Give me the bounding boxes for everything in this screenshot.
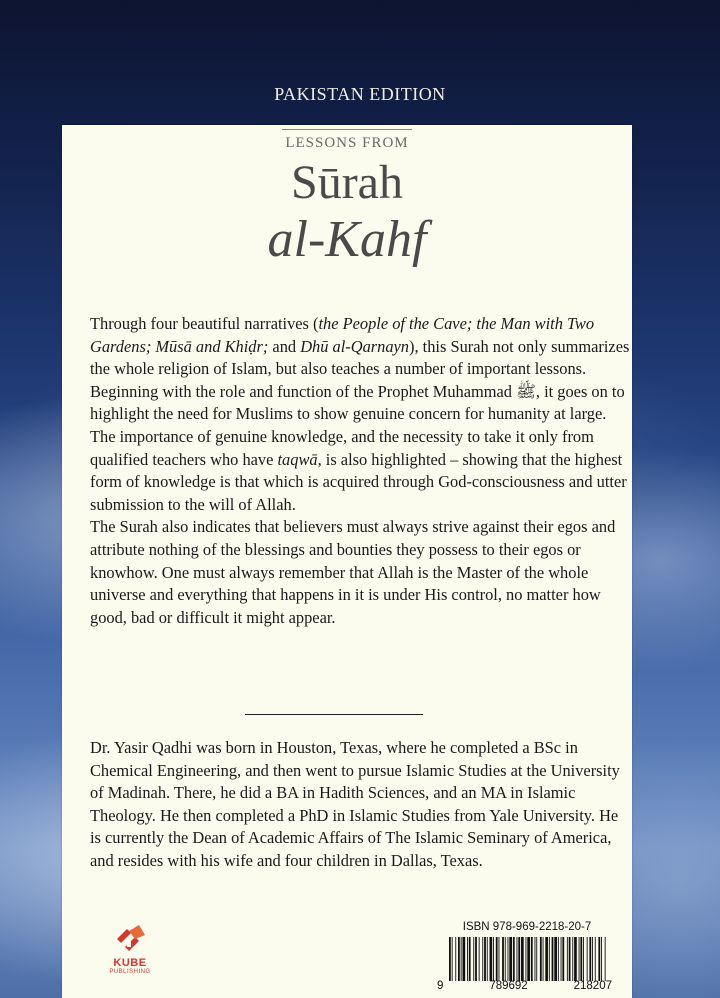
- barcode-bar: [561, 937, 562, 981]
- blurb-italic: Dhū al-Qarnayn: [300, 336, 410, 356]
- barcode-digits: [437, 980, 612, 992]
- blurb-italic: the People of the Cave; the Man with Two Gardens; Mūsā and Khiḍr;: [90, 314, 595, 356]
- title-line-1: Sūrah: [291, 156, 403, 209]
- barcode-bar: [463, 937, 466, 981]
- barcode-bar: [579, 937, 580, 981]
- barcode-bar: [475, 937, 477, 981]
- blurb-text: , is also highlighted – showing that the highest form of knowledge is that which is acquired through God-consciousness and utter submission to the will of Allah.: [90, 449, 627, 514]
- barcode-bar: [482, 937, 483, 981]
- barcode-bar: [543, 937, 544, 981]
- barcode-bar: [531, 937, 533, 981]
- barcode-bar: [455, 937, 456, 981]
- barcode-bar: [508, 937, 509, 981]
- barcode-bar: [567, 937, 568, 981]
- barcode-bar: [554, 937, 557, 981]
- barcode-bar: [592, 937, 593, 981]
- barcode-bar: [513, 937, 515, 981]
- title-rule: [282, 129, 412, 130]
- barcode-bar: [562, 937, 564, 981]
- blurb-text: Through four beautiful narratives (: [90, 314, 319, 333]
- blurb-italic: taqwā: [277, 449, 318, 469]
- barcode-bar: [518, 937, 520, 981]
- blurb: [90, 313, 630, 629]
- edition-label: PAKISTAN EDITION: [274, 84, 446, 104]
- barcode-bar: [449, 937, 451, 981]
- barcode-bar: [469, 937, 471, 981]
- author-bio: Dr. Yasir Qadhi was born in Houston, Texas, where he completed a BSc in Chemical Engineering, and then went to pursue Islamic Studies at the University of Madinah. There, he did a BA in Hadith Sciences, and an MA in Islamic Theology. He then completed a PhD in Islamic Studies from Yale University. He is currently the Dean of Academic Affairs of The Islamic Seminary of America, and resides with his wife and four children in Dallas, Texas.: [90, 738, 620, 870]
- barcode-bar: [583, 937, 584, 981]
- barcode-bar: [598, 937, 600, 981]
- barcode-bar: [536, 937, 537, 981]
- barcode-bar: [502, 937, 504, 981]
- barcode-bar: [473, 937, 474, 981]
- barcode-bar: [535, 937, 536, 981]
- barcode-bar: [589, 937, 591, 981]
- barcode-bar: [461, 937, 462, 981]
- barcode-bar: [493, 937, 494, 981]
- barcode-bar: [605, 937, 606, 981]
- blurb-paragraph-2: The Surah also indicates that believers must always strive against their egos and attribute nothing of the blessings and bounties they possess to their egos or knowhow. One must always remember that Allah is the Master of the whole universe and everything that happens in it is under His control, no matter how good, bad or difficult it might appear.: [90, 517, 616, 627]
- barcode-bar: [558, 937, 559, 981]
- barcode-bar: [569, 937, 571, 981]
- barcode-bar: [540, 937, 542, 981]
- barcode-bar: [521, 937, 524, 981]
- barcode-bar: [587, 937, 588, 981]
- barcode-bar: [484, 937, 486, 981]
- barcode-bar: [517, 937, 518, 981]
- barcode-bar: [601, 937, 602, 981]
- barcode-bar: [467, 937, 468, 981]
- barcode-bar: [452, 937, 453, 981]
- barcode-bar: [479, 937, 480, 981]
- barcode-bar: [527, 937, 530, 981]
- barcode-bar: [595, 937, 596, 981]
- barcode-bar: [458, 937, 460, 981]
- barcode-bar: [490, 937, 493, 981]
- blurb-text: ), this Surah not only summarizes the whole religion of Islam, but also teaches a number of important lessons. Beginning with the role and function of the Prophet Muhammad ﷺ, it goes on to highlight the need for Muslims to show genuine concern for humanity at large. The importance of genuine knowledge, and the necessity to take it only from qualified teachers who have: [90, 336, 630, 469]
- barcode-bar: [505, 937, 506, 981]
- blurb-text: and: [268, 336, 301, 356]
- barcode-bar: [499, 937, 500, 981]
- publisher-name: KUBE: [113, 957, 147, 969]
- barcode-bar: [572, 937, 573, 981]
- kube-logo-icon: [113, 925, 147, 955]
- barcode-bar: [545, 937, 548, 981]
- barcode-bar: [487, 937, 488, 981]
- publisher-sub: PUBLISHING: [109, 969, 151, 975]
- blurb-paragraph-1: [90, 313, 630, 516]
- barcode-bar: [580, 937, 582, 981]
- barcode-bar: [549, 937, 550, 981]
- barcode: [447, 937, 607, 981]
- barcode-bar: [552, 937, 554, 981]
- title-prefix: LESSONS FROM: [285, 135, 409, 151]
- barcode-bar: [526, 937, 527, 981]
- isbn-label: ISBN 978-969-2218-20-7: [462, 921, 592, 933]
- barcode-digit-first: 9: [437, 980, 444, 992]
- title-line-2: al-Kahf: [267, 211, 427, 268]
- barcode-digit-group-2: 218207: [573, 980, 612, 992]
- barcode-bar: [509, 937, 512, 981]
- section-divider: [245, 714, 423, 715]
- content-panel: [62, 125, 632, 998]
- barcode-bar: [574, 937, 577, 981]
- publisher-logo: [100, 925, 160, 995]
- barcode-bar: [496, 937, 498, 981]
- barcode-digit-group-1: 789692: [489, 980, 528, 992]
